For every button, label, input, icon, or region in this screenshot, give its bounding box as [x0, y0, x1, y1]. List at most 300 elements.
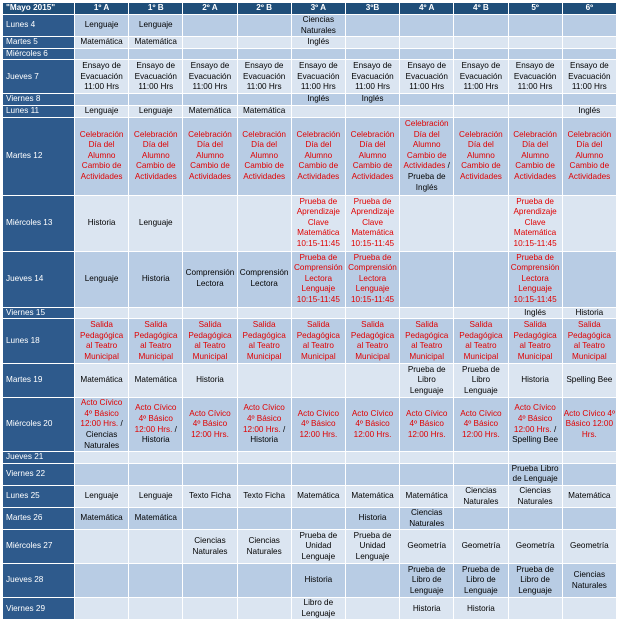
schedule-cell [562, 195, 616, 251]
schedule-cell [237, 60, 291, 94]
schedule-cell [291, 398, 345, 452]
schedule-cell [562, 598, 616, 620]
subject-text: Ensayo de Evacuación 11:00 Hrs [188, 60, 232, 92]
schedule-cell [75, 598, 129, 620]
event-text: Celebración Día del Alumno Cambio de Actividades [350, 129, 395, 181]
event-text: Celebración Día del Alumno Cambio de Actividades [133, 129, 178, 181]
schedule-cell [291, 364, 345, 398]
subject-text: Spelling Bee [566, 375, 613, 385]
table-row [3, 94, 617, 106]
event-text: Salida Pedagógica al Teatro Municipal [296, 319, 340, 361]
schedule-cell [75, 508, 129, 530]
event-text: Prueba de Aprendizaje Clave Matemática 10:15-11:45 [350, 196, 395, 248]
schedule-cell [454, 364, 508, 398]
schedule-cell [454, 564, 508, 598]
subject-text: Ciencias Naturales [517, 485, 553, 506]
subject-text: Prueba de Libro Lenguaje [462, 364, 500, 395]
subject-text: Historia [575, 307, 604, 317]
event-text: Salida Pedagógica al Teatro Municipal [242, 319, 286, 361]
schedule-cell [345, 195, 399, 251]
subject-text: Matemática [80, 375, 123, 385]
schedule-cell [454, 37, 508, 49]
schedule-cell [454, 48, 508, 60]
subject-text: Ensayo de Evacuación 11:00 Hrs [297, 60, 340, 92]
schedule-cell [237, 530, 291, 564]
event-text: Celebración Día del Alumno Cambio de Actividades [513, 129, 557, 181]
subject-text: Geometría [515, 541, 555, 551]
schedule-cell [75, 117, 129, 195]
table-row [3, 37, 617, 49]
schedule-cell [508, 463, 562, 485]
schedule-cell [345, 60, 399, 94]
schedule-cell [508, 398, 562, 452]
schedule-cell [562, 319, 616, 364]
schedule-cell [75, 15, 129, 37]
schedule-cell [454, 195, 508, 251]
schedule-cell [508, 485, 562, 507]
schedule-cell [183, 48, 237, 60]
day-label: Martes 26 [3, 508, 75, 530]
schedule-cell [400, 364, 454, 398]
subject-text: Ensayo de Evacuación 11:00 Hrs [568, 60, 611, 92]
schedule-cell [454, 251, 508, 307]
subject-text: Lenguaje [138, 491, 173, 501]
schedule-cell [454, 117, 508, 195]
subject-text: / Historia [250, 424, 286, 445]
subject-text: Matemática [188, 105, 232, 115]
col-header: 3ºB [345, 3, 399, 15]
col-header: 4º A [400, 3, 454, 15]
schedule-cell [508, 508, 562, 530]
schedule-cell [508, 598, 562, 620]
table-row [3, 508, 617, 530]
schedule-cell [400, 251, 454, 307]
schedule-cell [183, 530, 237, 564]
event-text: Celebración Día del Alumno Cambio de Actividades [296, 129, 341, 181]
col-header: 6º [562, 3, 616, 15]
event-text: Prueba de Comprensión Lectora Lenguaje 10:15-11:45 [510, 252, 560, 304]
subject-text: Ensayo de Evacuación 11:00 Hrs [513, 60, 557, 92]
subject-text: Geometría [407, 541, 447, 551]
schedule-cell [562, 37, 616, 49]
schedule-cell [183, 94, 237, 106]
subject-text: Matemática [568, 491, 611, 501]
subject-text: Geometría [461, 541, 501, 551]
schedule-cell [129, 319, 183, 364]
schedule-cell [129, 94, 183, 106]
event-text: Prueba de Comprensión Lectora Lenguaje 10:15-11:45 [293, 252, 343, 304]
schedule-cell [75, 364, 129, 398]
schedule-cell [183, 598, 237, 620]
schedule-cell [183, 508, 237, 530]
schedule-cell [454, 398, 508, 452]
event-text: Acto Cívico 4º Básico 12:00 Hrs. [189, 408, 231, 439]
day-label: Jueves 7 [3, 60, 75, 94]
schedule-cell [454, 105, 508, 117]
schedule-cell [508, 564, 562, 598]
subject-text: Matemática [80, 513, 123, 523]
subject-text: / Ciencias Naturales [84, 419, 123, 450]
subject-text: Inglés [361, 94, 384, 104]
schedule-cell [454, 452, 508, 464]
schedule-cell [291, 485, 345, 507]
schedule-cell [400, 463, 454, 485]
schedule-cell [345, 319, 399, 364]
schedule-cell [508, 530, 562, 564]
schedule-cell [345, 398, 399, 452]
table-row [3, 530, 617, 564]
schedule-cell [454, 463, 508, 485]
col-header: 2º B [237, 3, 291, 15]
day-label: Jueves 28 [3, 564, 75, 598]
subject-text: Ensayo de Evacuación 11:00 Hrs [80, 60, 123, 92]
schedule-cell [75, 60, 129, 94]
subject-text: Lenguaje [84, 273, 119, 283]
subject-text: Inglés [578, 105, 601, 115]
schedule-cell [237, 307, 291, 319]
day-label: Viernes 22 [3, 463, 75, 485]
schedule-cell [400, 37, 454, 49]
schedule-cell [508, 452, 562, 464]
schedule-cell [129, 452, 183, 464]
schedule-body [3, 15, 617, 620]
schedule-cell [183, 37, 237, 49]
schedule-cell [508, 48, 562, 60]
schedule-cell [75, 37, 129, 49]
schedule-cell [75, 319, 129, 364]
schedule-cell [237, 48, 291, 60]
schedule-cell [345, 307, 399, 319]
subject-text: Libro de Lenguaje [301, 598, 336, 618]
subject-text: Ensayo de Evacuación 11:00 Hrs [134, 60, 177, 92]
schedule-cell [129, 15, 183, 37]
schedule-cell [562, 530, 616, 564]
event-text: Salida Pedagógica al Teatro Municipal [350, 319, 395, 361]
schedule-cell [508, 319, 562, 364]
schedule-cell [345, 564, 399, 598]
event-text: Acto Cívico 4º Básico 12:00 Hrs. [563, 408, 615, 439]
header-row [3, 3, 617, 15]
day-label: Miércoles 20 [3, 398, 75, 452]
col-header: 1º B [129, 3, 183, 15]
schedule-cell [183, 251, 237, 307]
event-text: Acto Cívico 4º Básico 12:00 Hrs. [242, 403, 285, 434]
day-label: Lunes 11 [3, 105, 75, 117]
table-row [3, 117, 617, 195]
subject-text: Lenguaje [84, 20, 119, 30]
day-label: Martes 12 [3, 117, 75, 195]
schedule-cell [562, 15, 616, 37]
schedule-cell [400, 117, 454, 195]
schedule-cell [454, 307, 508, 319]
schedule-cell [345, 598, 399, 620]
schedule-cell [237, 251, 291, 307]
schedule-cell [454, 15, 508, 37]
schedule-cell [562, 398, 616, 452]
table-row [3, 598, 617, 620]
schedule-cell [129, 117, 183, 195]
event-text: Acto Cívico 4º Básico 12:00 Hrs. [460, 408, 502, 439]
schedule-cell [291, 105, 345, 117]
schedule-cell [183, 398, 237, 452]
schedule-cell [237, 15, 291, 37]
schedule-cell [562, 485, 616, 507]
col-header: 4º B [454, 3, 508, 15]
schedule-cell [508, 364, 562, 398]
schedule-cell [291, 15, 345, 37]
table-row [3, 319, 617, 364]
schedule-cell [129, 508, 183, 530]
table-row [3, 463, 617, 485]
table-row [3, 485, 617, 507]
schedule-cell [75, 485, 129, 507]
subject-text: Historia [467, 603, 495, 613]
schedule-cell [454, 598, 508, 620]
schedule-cell [183, 485, 237, 507]
subject-text: Matemática [134, 37, 177, 47]
schedule-cell [237, 37, 291, 49]
month-title: "Mayo 2015" [3, 3, 75, 15]
schedule-cell [345, 117, 399, 195]
schedule-cell [400, 94, 454, 106]
schedule-cell [75, 94, 129, 106]
subject-text: Inglés [307, 94, 330, 104]
schedule-cell [237, 195, 291, 251]
event-text: Salida Pedagógica al Teatro Municipal [188, 319, 232, 361]
schedule-cell [508, 307, 562, 319]
schedule-cell [183, 319, 237, 364]
schedule-cell [508, 117, 562, 195]
schedule-cell [129, 398, 183, 452]
schedule-cell [129, 48, 183, 60]
table-row [3, 564, 617, 598]
col-header: 3º A [291, 3, 345, 15]
subject-text: Ensayo de Evacuación 11:00 Hrs [459, 60, 503, 92]
schedule-cell [345, 48, 399, 60]
subject-text: Inglés [524, 307, 547, 317]
schedule-cell [237, 508, 291, 530]
schedule-cell [291, 195, 345, 251]
schedule-cell [400, 307, 454, 319]
subject-text: Ensayo de Evacuación 11:00 Hrs [405, 60, 448, 92]
event-text: Salida Pedagógica al Teatro Municipal [567, 319, 611, 361]
subject-text: Matemática [134, 513, 177, 523]
schedule-cell [562, 307, 616, 319]
schedule-cell [75, 195, 129, 251]
schedule-cell [291, 60, 345, 94]
subject-text: Ensayo de Evacuación 11:00 Hrs [242, 60, 286, 92]
subject-text: Matemática [297, 491, 340, 501]
table-row [3, 452, 617, 464]
schedule-cell [183, 307, 237, 319]
schedule-cell [75, 452, 129, 464]
schedule-cell [237, 463, 291, 485]
event-text: Celebración Día del Alumno Cambio de Actividades [459, 129, 503, 181]
schedule-cell [454, 319, 508, 364]
event-text: Celebración Día del Alumno Cambio de Actividades [242, 129, 286, 181]
day-label: Miércoles 6 [3, 48, 75, 60]
schedule-cell [291, 117, 345, 195]
day-label: Lunes 18 [3, 319, 75, 364]
schedule-cell [237, 105, 291, 117]
event-text: Salida Pedagógica al Teatro Municipal [459, 319, 503, 361]
schedule-cell [129, 564, 183, 598]
day-label: Miércoles 13 [3, 195, 75, 251]
subject-text: Ciencias Naturales [463, 485, 499, 506]
schedule-cell [562, 508, 616, 530]
schedule-cell [345, 94, 399, 106]
schedule-cell [183, 105, 237, 117]
schedule-cell [562, 251, 616, 307]
schedule-cell [237, 94, 291, 106]
schedule-cell [291, 48, 345, 60]
schedule-cell [400, 319, 454, 364]
schedule-cell [400, 60, 454, 94]
schedule-cell [562, 117, 616, 195]
subject-text: Historia [141, 273, 170, 283]
schedule-cell [345, 105, 399, 117]
schedule-cell [454, 485, 508, 507]
schedule-cell [237, 485, 291, 507]
schedule-cell [562, 94, 616, 106]
schedule-cell [562, 564, 616, 598]
schedule-cell [75, 564, 129, 598]
col-header: 1º A [75, 3, 129, 15]
schedule-cell [75, 398, 129, 452]
subject-text: Texto Ficha [189, 491, 231, 501]
event-text: Acto Cívico 4º Básico 12:00 Hrs. [351, 408, 394, 439]
schedule-cell [345, 485, 399, 507]
col-header: 2º A [183, 3, 237, 15]
table-row [3, 48, 617, 60]
subject-text: Historia [412, 603, 441, 613]
schedule-cell [508, 60, 562, 94]
event-text: Prueba de Aprendizaje Clave Matemática 10:15-11:45 [513, 196, 557, 248]
schedule-cell [400, 485, 454, 507]
schedule-cell [237, 398, 291, 452]
schedule-cell [75, 251, 129, 307]
subject-text: Geometría [570, 541, 609, 551]
subject-text: Prueba de Libro de Lenguaje [516, 564, 554, 596]
schedule-cell [129, 485, 183, 507]
subject-text: Lenguaje [84, 105, 119, 115]
subject-text: Matemática [351, 491, 394, 501]
subject-text: Historia [196, 375, 224, 385]
subject-text: Historia [358, 513, 387, 523]
subject-text: Ensayo de Evacuación 11:00 Hrs [351, 60, 394, 92]
schedule-cell [291, 598, 345, 620]
subject-text: Comprensión Lectora [185, 268, 235, 289]
table-row [3, 251, 617, 307]
subject-text: Prueba de Libro de Lenguaje [462, 564, 500, 596]
event-text: Prueba de Comprensión Lectora Lenguaje 10:15-11:45 [348, 252, 397, 304]
schedule-cell [291, 94, 345, 106]
event-text: Salida Pedagógica al Teatro Municipal [134, 319, 178, 361]
schedule-cell [237, 564, 291, 598]
table-row [3, 307, 617, 319]
table-row [3, 364, 617, 398]
event-text: Celebración Día del Alumno Cambio de Actividades [567, 129, 612, 181]
schedule-cell [291, 508, 345, 530]
day-label: Jueves 14 [3, 251, 75, 307]
schedule-cell [400, 598, 454, 620]
subject-text: Lenguaje [138, 217, 173, 227]
schedule-cell [183, 195, 237, 251]
schedule-cell [129, 37, 183, 49]
event-text: Acto Cívico 4º Básico 12:00 Hrs. [134, 403, 177, 434]
schedule-cell [345, 251, 399, 307]
schedule-cell [129, 251, 183, 307]
subject-text: Prueba de Libro de Lenguaje [407, 564, 446, 596]
schedule-cell [291, 452, 345, 464]
schedule-cell [562, 452, 616, 464]
subject-text: Lenguaje [138, 105, 173, 115]
event-text: Acto Cívico 4º Básico 12:00 Hrs. [80, 398, 123, 429]
day-label: Jueves 21 [3, 452, 75, 464]
schedule-cell [183, 564, 237, 598]
table-row [3, 15, 617, 37]
schedule-cell [75, 105, 129, 117]
schedule-cell [562, 48, 616, 60]
schedule-cell [237, 117, 291, 195]
schedule-cell [508, 15, 562, 37]
subject-text: Ciencias Naturales [571, 570, 607, 590]
schedule-cell [508, 251, 562, 307]
schedule-cell [508, 94, 562, 106]
schedule-cell [400, 105, 454, 117]
schedule-cell [562, 105, 616, 117]
table-row [3, 60, 617, 94]
day-label: Lunes 25 [3, 485, 75, 507]
schedule-cell [183, 463, 237, 485]
subject-text: / Historia [141, 424, 177, 445]
schedule-cell [400, 564, 454, 598]
schedule-cell [508, 105, 562, 117]
subject-text: Matemática [80, 37, 123, 47]
subject-text: Prueba de Libro Lenguaje [407, 364, 446, 395]
schedule-cell [75, 463, 129, 485]
schedule-cell [345, 508, 399, 530]
schedule-cell [291, 307, 345, 319]
schedule-cell [562, 60, 616, 94]
schedule-cell [291, 37, 345, 49]
event-text: Celebración Día del Alumno Cambio de Actividades [188, 129, 232, 181]
event-text: Salida Pedagógica al Teatro Municipal [513, 319, 557, 361]
day-label: Viernes 15 [3, 307, 75, 319]
schedule-cell [291, 463, 345, 485]
schedule-cell [183, 117, 237, 195]
schedule-table [2, 2, 617, 620]
event-text: Acto Cívico 4º Básico 12:00 Hrs. [297, 408, 340, 439]
subject-text: Historia [521, 375, 549, 385]
schedule-cell [400, 452, 454, 464]
schedule-cell [237, 364, 291, 398]
schedule-cell [183, 60, 237, 94]
schedule-cell [129, 195, 183, 251]
subject-text: Texto Ficha [243, 491, 286, 501]
schedule-cell [183, 364, 237, 398]
subject-text: Matemática [134, 375, 177, 385]
subject-text: Ciencias Naturales [192, 536, 228, 556]
schedule-cell [183, 452, 237, 464]
subject-text: Ciencias Naturales [300, 15, 336, 35]
schedule-cell [129, 598, 183, 620]
event-text: Salida Pedagógica al Teatro Municipal [79, 319, 124, 361]
subject-text: Ciencias Naturales [409, 508, 445, 528]
subject-text: Matemática [242, 105, 286, 115]
schedule-cell [129, 307, 183, 319]
schedule-cell [454, 508, 508, 530]
